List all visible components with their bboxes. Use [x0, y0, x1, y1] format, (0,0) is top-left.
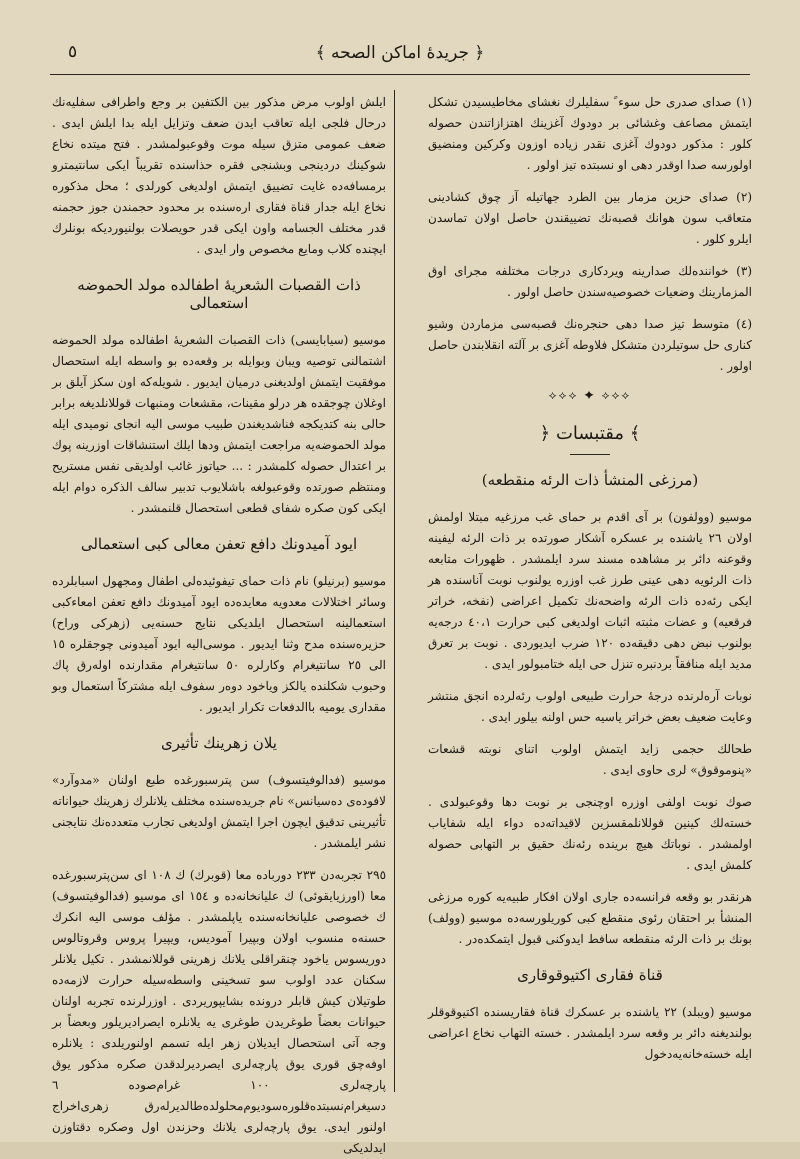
bottom-paragraph: موسیو (ویبلد) ٢٢ یاشنده بر عسکرك قناة فقاریسنده اکتیوقوقلر بولندیغنه دائر بر وقعه سرد ایلمشدر . خسته التهاب نخاع اعراضی ایله خسته‌خانه‌یه‌دخول — [428, 1005, 752, 1061]
section-paragraph-1: موسیو (سیابایسی) ذات القصبات الشعریهٔ اطفالده مولد الحموضه اشتمالنی توصیه ویبان وبوایله بر وقعه‌ده بو واسطه ایله استحصال موفقیت ایتمش اولدیغنی درمیان ایدیور . شویله‌که اون سکز آیلق بر اوغلان چوجقده هر درلو مقینات، مقشعات ومنبهات قوللانلدیغه برابر حالی بنه کتدیکجه فناشدیغندن طبیب موسی الیه انجای نومیدی ایله مولد الحموضه‌یه مراجعت ایتمش ودها ایلك استنشاقات اوزرینه پوك بر اعتدال حصوله کلمشدر : ... حیاتوز غائب اولدیقی نفس مستریح ومنتظم صورتده وقوعبولغه باشلایوب تدبیر سالف الذکره دوام ایله ایکی کون صکره شفای قطعی استحصال قلنمشدر . — [52, 333, 386, 515]
right-paragraph-4: (٤) متوسط تیز صدا دهی حنجره‌نك قصبه‌سی مزماردن وشیو کناری حل سوتیلردن متشکل فلاوطه آغزی بر آلته انقلابندن حاصل اولور . — [428, 317, 752, 373]
title-rule — [570, 454, 610, 455]
left-intro-paragraph: ایلش اولوب مرض مذکور بین الکتفین بر وجع واطرافی سفلیه‌نك درحال فلجی ایله تعاقب ایدن ضعف وتزایل ایله بدا ایلش ایدی . ضعف عمومی متزق سیله موت وقوعبولمشدر . فتح میتده نخاع شوکینك دردینجی وبشنجی فقره حذاسنده تقریباً ایکی سانتیمترو برمسافه‌ده غایت تضییق ایتمش اولدیغی کورلدی ؛ محل مذکوره نخاع ایله جدار قناة فقاری ارەسنده بر محدود حجمندن جوز حجمنه قدر مختلف الجسامه واون ایکی قدر حویصلات بولنیوردیکه بونلرك ایچنده کلاب ومایع مخصوص وار ایدی . — [52, 95, 386, 256]
page-number: ٥ — [68, 42, 78, 62]
subsection-paragraph-5: هرنقدر بو وقعه فرانسه‌ده جاری اولان افکار طبیه‌یه کوره مرزغی المنشأ بر احتقان رئوی منقطع کبی کوریلورسه‌ده موسیو (وولف) بونك بر ذات الرئه منقطعه‌ سافط ایدوکنی قبول ایتمکده‌در . — [428, 890, 752, 946]
journal-title: ﴿ جریدهٔ اماکن الصحه ﴾ — [315, 43, 485, 63]
column-divider — [394, 90, 395, 1092]
subsection-paragraph-3: طحالك حجمی زاید ایتمش اولوب اتنای نوبته قشعات «پنوموقوق» لری حاوی ایدی . — [428, 742, 752, 777]
right-column — [428, 92, 752, 1092]
left-column — [52, 92, 387, 1155]
subsection-paragraph-1: موسیو (وولفون) بر آی اقدم بر حمای غب مرزغیه مبتلا اولمش اولان ٢٦ یاشنده بر عسکره آشکار صورتده بر ذات الرئه لیفینه وقوعنه دائر بر مشاهده مسند سرد ایلمشدر . ظهورات متابعه ذات الرئویه دهی عینی طرز غب اوزره یولنوب نوبت آناسنده هر ایکی رئه‌ده ذات الرئه واضحه‌نك تکمیل اعراضی (نفخه، خراتر فرقعیه) و عضات مثبته اثبات اولدیغی کبی حرارت ٤٠،١ درجه‌یه بولنوب نبض دهی دقیقه‌ده ١٢٠ ضرب ایدیوردی . نوبت بر تعرق مدید ایله منافقاً بردنبره تنزل حی ایله ختامبولور ایدی . — [428, 510, 753, 671]
subsection-heading: (مرزغی المنشأ ذات الرئه منقطعه) — [481, 471, 699, 489]
section-paragraph-4: ٢٩٥ تجربه‌دن ٢٣٣ دورباده معا (قوبرك) ك ١٠٨ ای سن‌پترسبورغده معا (اورزیایقوئی) ك علیانخانه‌ده و ١٥٤ ای موسیو (فدالوفیتسوف) ك خصوصی علیانخانه‌سنده یاپلمشدر . مؤلف موسی الیه انکرك حسنه‌ه منسوب اولان وبپیرا آمودیس، ویپیرا پروس وقروتالوس دوریسوس یاخود چنقراقلی یلانك زهرینی قوللانمشدر . تکیل یلانلر سکنان عدد اولوب سو تسخینی واسطه‌سیله حرارت لازمه‌ده طوتیلان کیش قابلر درونده بشایپوریردی . اوزرلرنده تجربه اولنان حیوانات بعضاً طوغریدن طوغری یه یلانلره‌ ایصرادیریلور وبعضاً بر وجه آتی استحصال ایدیلان زهر ایله تسمم اولنوریلدی : یلانلره اوفه‌چق قوری یوق پارچه‌لری ایصردیرلدقدن صکره مذکور یوق پارچه‌لری ١٠٠ غرام‌صوده ٦ دسیغرام‌نسبتده‌قلوره‌سودیوم‌محلولده‌طالدیرلەرق زهری‌اخراج اولنور ایدی. یوق پارچه‌لری یلانك وحزندن اول وصکره دقتاوزن ایدلدیکی — [52, 868, 387, 1155]
section-heading-2: ایود آمیدونك دافع تعفن معالی کبی استعمالی — [80, 535, 358, 553]
subsection-paragraph-4: صوك نوبت اولفی اوزره اوچنجی بر نوبت دها وقوعبولدی . خسته‌لك کینین قوللانلمقسزین لاقیداته‌ده دواء ایله شفایاب اولمشدر . نوباتك هیچ برینده رئه‌نك حقیق بر التهابی حصوله کلمش ایدی . — [428, 795, 752, 872]
section-heading-3: یلان زهرینك تأثیری — [161, 734, 277, 752]
right-paragraph-3: (٣) خوانندەلك صدارینه ویردکاری درجات مختلفه مجرای اوق المزمارینك وضعیات خصوصیه‌سندن حاصل اولور . — [428, 264, 752, 299]
right-paragraph-2: (٢) صدای حزین مزمار بین الطرد جهاتیله آز چوق کشادینی متعاقب سون هوانك قصبه‌نك تضییقندن حاصل اولان تماسدن ایلرو کلور . — [428, 190, 752, 246]
section-heading-1: ذات القصبات الشعریهٔ اطفالده مولد الحموضه استعمالی — [77, 276, 361, 312]
section-paragraph-2: موسیو (برنیلو) نام ذات حمای تیفوئیده‌لی اطفال ومجهول اسبابلرده وسائر اختلالات معدویه معایده‌ده ایود آمیدونك دافع تعفن امعاءکبی استعمالینه استحصال ایلدیکی نتایج حسنه‌یی (زهرکی وراح) حزیرەسنده مدح وثنا ایدیور . موسی‌الیه ایود آمیدونی چوجقلره ١٥ الی ٢٥ سانتیغرام وکارلره ٥٠ سانتیغرام مقدارنده اولەرق پاك وحبوب شکلنده یالکز ویاخود دوەر سفوف ایله مشترکاً استعمال وبو مقداری یومیه باالدفعات تکرار ایدیور . — [52, 574, 386, 714]
section-title: ﴾ مقتبسات ﴿ — [539, 423, 641, 444]
bottom-heading: قناة فقاری اکتیوقوقاری — [517, 966, 663, 984]
section-ornament: ⟡⟡⟡ ✦ ⟡⟡⟡ — [548, 388, 632, 402]
right-paragraph-1: (١) صدای صدری حل سوء ً سفلیلرك نغشای مخاطیسیدن تشکل ایتمش مصاعف وغشائی بر دودوك آغزینك اهتزازاتندن حصوله کلور : مذکور دودوك آغزی نقدر زیاده اوزون وکرکین ومنضیق اولورسه صدا اوقدر دهی او نسبتده تیز اولور . — [428, 95, 752, 172]
subsection-paragraph-2: نوبات آرەلرنده درجهٔ حرارت طبیعی اولوب رئه‌لرده انجق منتشر وعایت ضعیف بعض خراتر یاسیه حس اولنه بیلور ایدی . — [428, 689, 752, 724]
section-paragraph-3: موسیو (فدالوفیتسوف) سن پترسبورغده طبع اولنان «مدوآرد» لافوده‌ی ده‌سیانس» نام جریده‌سنده مختلف یلانلرك زهرینك حیواناته تأثیرینی تدقیق ایچون اجرا ایتمش اولدیغی تجارب متعدده‌نك نتایجنی نشر ایلمشدر . — [52, 773, 386, 850]
page-header — [50, 34, 750, 75]
